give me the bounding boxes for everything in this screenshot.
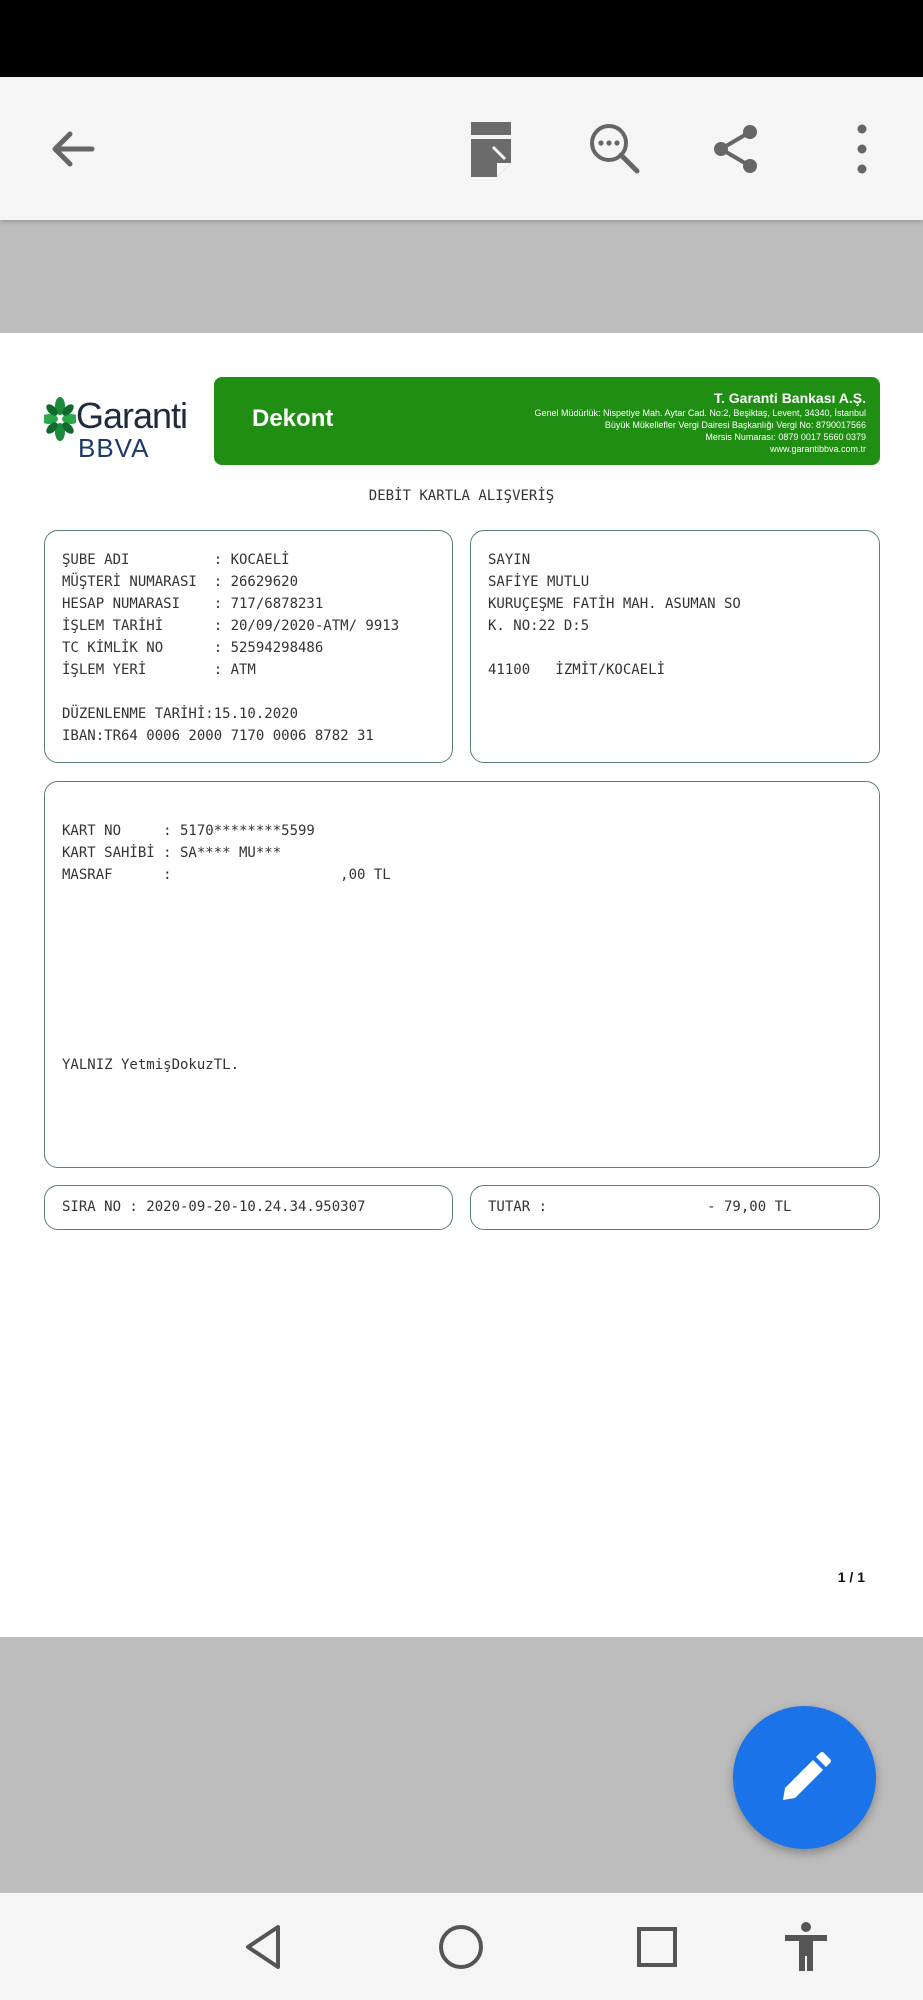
edit-fab-button[interactable]	[733, 1706, 876, 1849]
iban-line: IBAN:TR64 0006 2000 7170 0006 8782 31	[62, 728, 374, 744]
bank-tax-line: Büyük Mükellefler Vergi Dairesi Başkanlığı Vergi No: 8790017566	[604, 420, 866, 430]
tc-id-line: TC KİMLİK NO : 52594298486	[62, 640, 324, 656]
branch-line: ŞUBE ADI : KOCAELİ	[62, 552, 290, 568]
search-button[interactable]	[573, 107, 657, 191]
amount-in-words: YALNIZ YetmişDokuzTL.	[62, 1057, 240, 1073]
fee-line: MASRAF : ,00 TL	[62, 867, 391, 883]
account-number-line: HESAP NUMARASI : 717/6878231	[62, 596, 324, 612]
share-icon	[708, 121, 764, 177]
street-line: KURUÇEŞME FATİH MAH. ASUMAN SO	[488, 596, 741, 612]
issue-date-line: DÜZENLENME TARİHİ:15.10.2020	[62, 706, 299, 722]
edit-pencil-icon	[775, 1748, 835, 1808]
accessibility-icon	[782, 1921, 830, 1973]
document-page	[0, 333, 923, 1637]
page-number: 1 / 1	[837, 1569, 865, 1585]
address-box	[470, 530, 880, 763]
nav-home-button[interactable]	[423, 1909, 499, 1985]
blank-line	[62, 681, 452, 703]
bank-website-line: www.garantibbva.com.tr	[769, 444, 866, 454]
blank-line	[488, 637, 879, 659]
total-amount: TUTAR : - 79,00 TL	[488, 1199, 792, 1215]
recipient-name-line: SAFİYE MUTLU	[488, 574, 590, 590]
dekont-banner	[214, 377, 880, 465]
bank-mersis-line: Mersis Numarası: 0879 0017 5660 0379	[705, 432, 866, 442]
sequence-number: SIRA NO : 2020-09-20-10.24.34.950307	[62, 1199, 366, 1215]
accessibility-button[interactable]	[768, 1909, 844, 1985]
bank-name: T. Garanti Bankası A.Ş.	[714, 390, 866, 406]
clover-logo-icon	[44, 397, 76, 441]
banner-title: Dekont	[252, 405, 334, 432]
transaction-place-line: İŞLEM YERİ : ATM	[62, 662, 256, 678]
page-layout-button[interactable]	[450, 107, 534, 191]
account-info-box	[44, 530, 453, 763]
more-vert-icon	[852, 121, 872, 177]
nav-recents-button[interactable]	[619, 1909, 695, 1985]
back-arrow-icon	[44, 121, 100, 177]
more-options-button[interactable]	[820, 107, 904, 191]
nav-back-button[interactable]	[226, 1909, 302, 1985]
nav-back-icon	[240, 1923, 288, 1971]
status-bar	[0, 0, 923, 77]
nav-recents-icon	[635, 1925, 679, 1969]
garanti-logo	[44, 391, 188, 463]
back-button[interactable]	[30, 107, 114, 191]
bank-address-line: Genel Müdürlük: Nispetiye Mah. Aytar Cad. No:2, Beşiktaş, Levent, 34340, İstanbul	[534, 408, 866, 418]
top-toolbar	[0, 77, 923, 220]
card-holder-line: KART SAHİBİ : SA**** MU***	[62, 845, 282, 861]
logo-wordmark: Garanti	[76, 395, 188, 436]
search-icon	[587, 121, 643, 177]
customer-number-line: MÜŞTERİ NUMARASI : 26629620	[62, 574, 299, 590]
total-box	[470, 1185, 880, 1230]
share-button[interactable]	[694, 107, 778, 191]
sequence-box	[44, 1185, 453, 1230]
postal-city-line: 41100 İZMİT/KOCAELİ	[488, 662, 666, 678]
bank-info	[534, 389, 866, 455]
system-nav-bar	[0, 1893, 923, 2000]
transaction-date-line: İŞLEM TARİHİ : 20/09/2020-ATM/ 9913	[62, 618, 400, 634]
salutation-line: SAYIN	[488, 552, 531, 568]
nav-home-icon	[437, 1923, 485, 1971]
card-info-box	[44, 781, 880, 1168]
document-title: DEBİT KARTLA ALIŞVERİŞ	[368, 488, 555, 504]
page-layout-icon	[467, 119, 517, 179]
logo-subtitle: BBVA	[78, 433, 150, 463]
door-number-line: K. NO:22 D:5	[488, 618, 590, 634]
card-number-line: KART NO : 5170********5599	[62, 823, 315, 839]
